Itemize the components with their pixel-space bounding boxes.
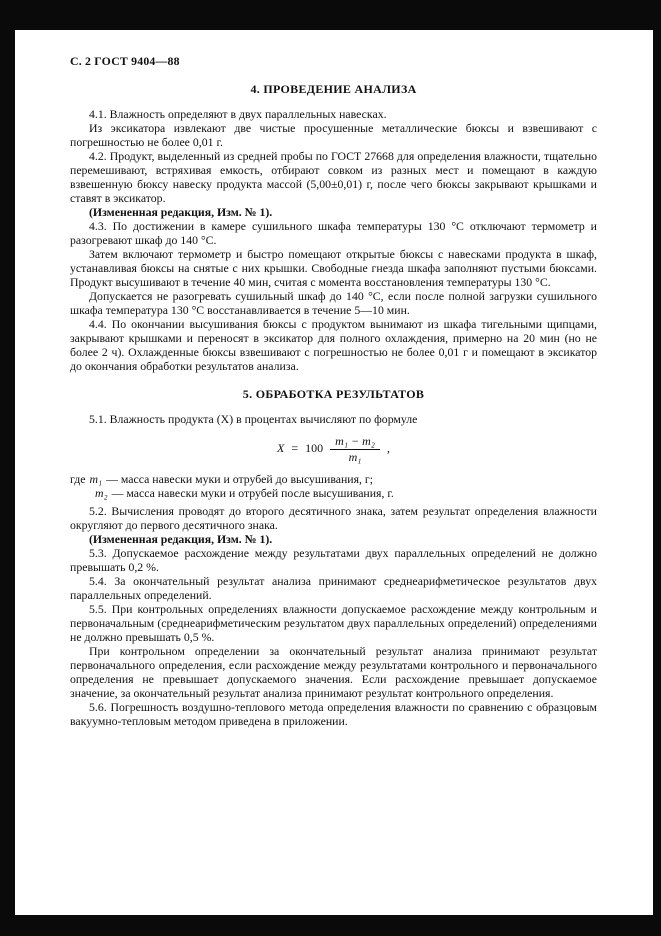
formula-coefficient: 100: [305, 441, 324, 456]
paragraph: 5.4. За окончательный результат анализа принимают среднеарифметическое результатов двух параллельных определений.: [70, 574, 597, 602]
formula-lhs: X: [277, 441, 285, 456]
paragraph: 5.5. При контрольных определениях влажности допускаемое расхождение между контрольным и первоначальным (среднеарифметическим результатом двух параллельных определений) определениями не должно превышать 0,5 %.: [70, 602, 597, 644]
paragraph: Из эксикатора извлекают две чистые просушенные металлические бюксы и взвешивают с погрешностью не более 0,01 г.: [70, 121, 597, 149]
paragraph-5-1: 5.1. Влажность продукта (X) в процентах вычисляют по формуле: [89, 412, 418, 426]
paragraph: При контрольном определении за окончательный результат анализа принимают результат первоначального определения, если расхождение между результатами контрольного и первоначального определения не превышает допускаемого значения. Если расхождение превышает допускаемое значение, за окончательный результат анализа принимают результат контрольного определения.: [70, 644, 597, 700]
amended-revision-note: (Измененная редакция, Изм. № 1).: [89, 205, 273, 219]
page-header: С. 2 ГОСТ 9404—88: [70, 54, 180, 68]
formula-tail: ,: [386, 441, 390, 456]
where-prefix: где: [70, 472, 86, 486]
section5-blocks: [70, 504, 597, 728]
section5-title: 5. ОБРАБОТКА РЕЗУЛЬТАТОВ: [242, 387, 425, 401]
paragraph: Затем включают термометр и быстро помещают открытые бюксы с навесками продукта в шкаф, устанавливая бюксы на снятые с них крышки. Свободные гнезда шкафа заполняют пустыми бюксами. Продукт высушивают в течение 40 мин, считая с момента восстановления температуры 130 °С.: [70, 247, 597, 289]
where-symbol-m1: m₁: [89, 472, 103, 486]
where-line-1: [70, 472, 597, 486]
formula-denominator: m₁: [348, 450, 362, 464]
paragraph: 5.3. Допускаемое расхождение между результатами двух параллельных определений не должно превышать 0,2 %.: [70, 546, 597, 574]
paragraph: 4.1. Влажность определяют в двух параллельных навесках.: [89, 107, 387, 121]
formula-fraction: [330, 435, 380, 464]
section4-title: 4. ПРОВЕДЕНИЕ АНАЛИЗА: [250, 82, 417, 96]
paragraph: 4.4. По окончании высушивания бюксы с продуктом вынимают из шкафа тигельными щипцами, закрывают крышками и переносят в эксикатор для полного охлаждения, примерно на 20 мин (но не более 2 ч). Охлажденные бюксы взвешивают с погрешностью не более 0,01 г и помещают в эксикатор до окончания обработки результатов анализа.: [70, 317, 597, 373]
paragraph: 4.2. Продукт, выделенный из средней пробы по ГОСТ 27668 для определения влажности, тщательно перемешивают, встряхивая емкость, отбирают совком из разных мест и помещают в каждую взвешенную бюксу навеску продукта массой (5,00±0,01) г, после чего бюксы закрывают крышками и ставят в эксикатор.: [70, 149, 597, 205]
section4-blocks: [70, 107, 597, 373]
where-definitions: [70, 472, 597, 500]
formula: [70, 435, 597, 464]
formula-equals: =: [291, 441, 299, 456]
paragraph: 5.6. Погрешность воздушно-теплового метода определения влажности по сравнению с образцовым вакуумно-тепловым методом приведена в приложении.: [70, 700, 597, 728]
where-symbol-m2: m₂: [95, 486, 108, 500]
where-line-2: [70, 486, 597, 500]
paragraph: Допускается не разогревать сушильный шкаф до 140 °С, если после полной загрузки сушильного шкафа температура 130 °С восстанавливается в течение 5—10 мин.: [70, 289, 597, 317]
amended-revision-note: (Измененная редакция, Изм. № 1).: [89, 532, 273, 546]
where-text-1: — масса навески муки и отрубей до высушивания, г;: [106, 472, 374, 486]
paragraph: 5.2. Вычисления проводят до второго десятичного знака, затем результат определения влажности округляют до первого десятичного знака.: [70, 504, 597, 532]
paragraph: 4.3. По достижении в камере сушильного шкафа температуры 130 °С отключают термометр и разогревают шкаф до 140 °С.: [70, 219, 597, 247]
where-text-2: — масса навески муки и отрубей после высушивания, г.: [111, 486, 394, 500]
formula-numerator: m₁ − m₂: [330, 435, 380, 450]
page-content: [15, 30, 653, 915]
